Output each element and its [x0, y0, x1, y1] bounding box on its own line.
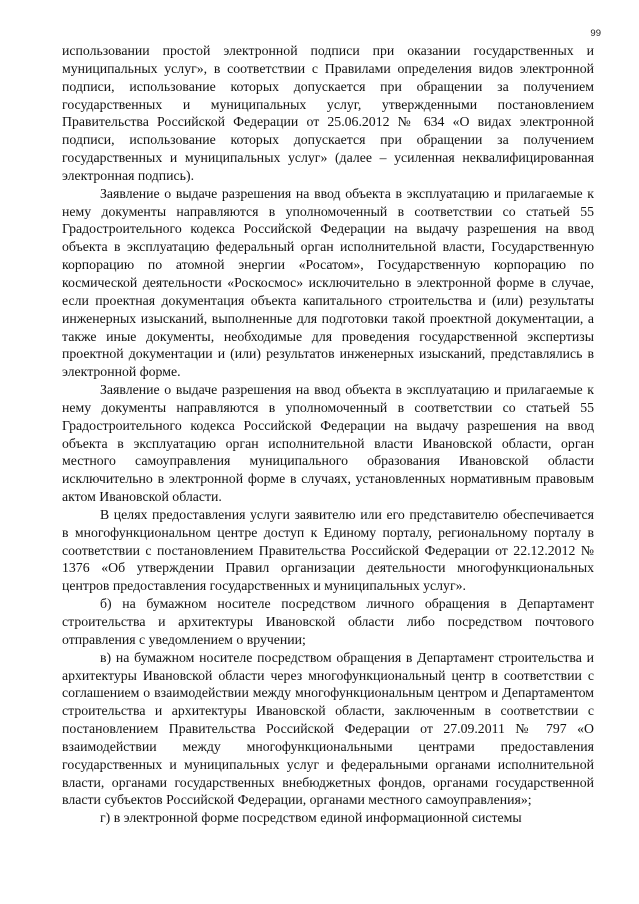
- list-item-v-paper-mfc: в) на бумажном носителе посредством обращения в Департамент строительства и архитектуры Ивановской области через многофункциональный центр в соответствии с соглашением о взаимодействии между многофункциональным центром и Департаментом строительства и архитектуры Ивановской области, заключенным в соответствии с постановлением Правительства Российской Федерации от 27.09.2011 № 797 «О взаимодействии между многофункциональными центрами предоставления государственных и муниципальных услуг и федеральными органами исполнительной власти, органами государственных внебюджетных фондов, органами государственной власти субъектов Российской Федерации, органами местного самоуправления»;: [62, 649, 594, 808]
- list-item-b-paper-personal: б) на бумажном носителе посредством личного обращения в Департамент строительства и архитектуры Ивановской области либо посредством почтового отправления с уведомлением о вручении;: [62, 596, 594, 647]
- paragraph-regional-authority-submission: Заявление о выдаче разрешения на ввод объекта в эксплуатацию и прилагаемые к нему документы направляются в уполномоченный в соответствии со статьей 55 Градостроительного кодекса Российской Федерации на выдачу разрешения на ввод объекта в эксплуатацию орган исполнительной власти Ивановской области, орган местного самоуправления муниципального образования Ивановской области исключительно в электронной форме в случаях, установленных нормативным правовым актом Ивановской области.: [62, 382, 594, 505]
- paragraph-continuation: использовании простой электронной подписи при оказании государственных и муниципальных услуг», в соответствии с Правилами определения видов электронной подписи, использование которых допускается при обращении за получением государственных и муниципальных услуг, утвержденными постановлением Правительства Российской Федерации от 25.06.2012 № 634 «О видах электронной подписи, использование которых допускается при обращении за получением государственных и муниципальных услуг» (далее – усиленная неквалифицированная электронная подпись).: [62, 43, 594, 183]
- page-number: 99: [590, 28, 601, 39]
- paragraph-federal-authority-submission: Заявление о выдаче разрешения на ввод объекта в эксплуатацию и прилагаемые к нему документы направляются в уполномоченный в соответствии со статьей 55 Градостроительного кодекса Российской Федерации на выдачу разрешения на ввод объекта в эксплуатацию федеральный орган исполнительной власти, Государственную корпорацию по атомной энергии «Росатом», Государственную корпорацию по космической деятельности «Роскосмос» исключительно в электронной форме в случае, если проектная документация объекта капитального строительства и (или) результаты инженерных изысканий, выполненные для подготовки такой проектной документации, а также иные документы, необходимые для проведения государственной экспертизы проектной документации и (или) результатов инженерных изысканий, представлялись в электронной форме.: [62, 185, 594, 380]
- document-body: [62, 42, 594, 827]
- list-item-g-electronic: г) в электронной форме посредством единой информационной системы: [100, 810, 522, 826]
- paragraph-mfc-portal-access: В целях предоставления услуги заявителю или его представителю обеспечивается в многофункциональном центре доступ к Единому порталу, региональному порталу в соответствии с постановлением Правительства Российской Федерации от 22.12.2012 № 1376 «Об утверждении Правил организации деятельности многофункциональных центров предоставления государственных и муниципальных услуг».: [62, 506, 594, 594]
